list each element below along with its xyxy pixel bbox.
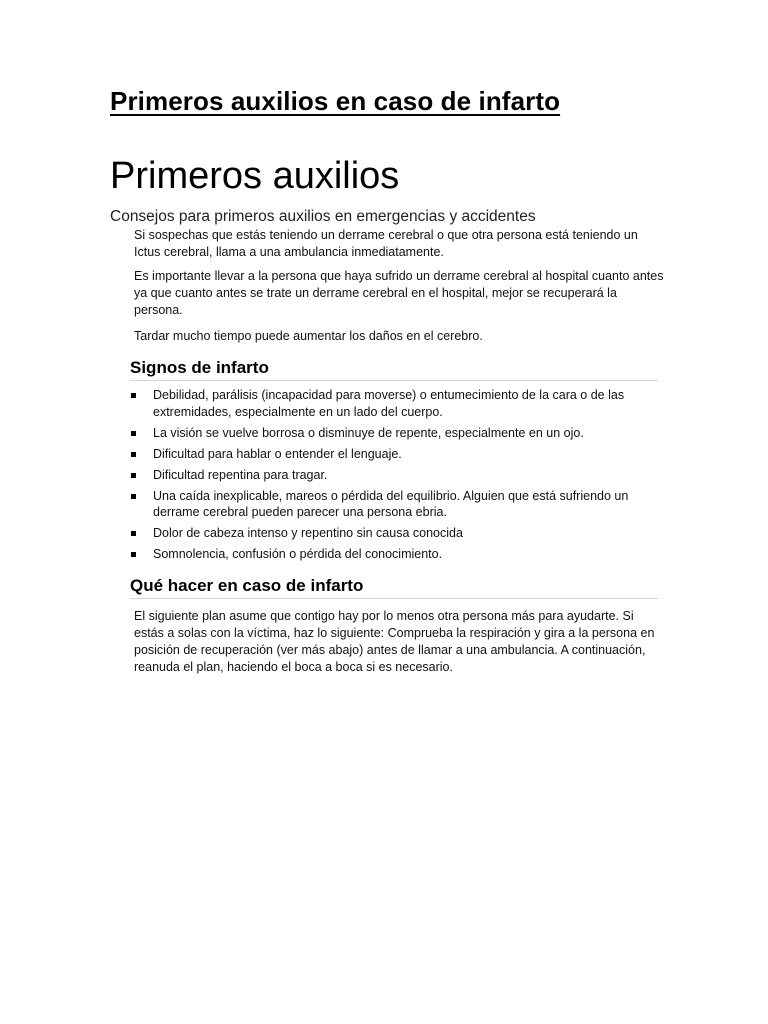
intro-paragraph [134, 227, 664, 261]
main-heading: Primeros auxilios [110, 155, 400, 197]
list-item [130, 525, 660, 542]
square-bullet-icon [131, 531, 136, 536]
document-title: Primeros auxilios en caso de infarto [110, 86, 561, 116]
what-to-do-paragraph [134, 608, 664, 676]
what-to-do-section-heading: Qué hacer en caso de infarto [130, 576, 658, 599]
list-item [130, 425, 660, 442]
list-item [130, 387, 660, 420]
intro-paragraph-text: Es importante llevar a la persona que haya sufrido un derrame cerebral al hospital cuanto antes ya que cuanto antes se trate un derrame cerebral en el hospital, mejor se recuperará la persona. [134, 269, 664, 317]
list-item-text: Dificultad repentina para tragar. [153, 467, 328, 482]
what-to-do-paragraph-text: El siguiente plan asume que contigo hay por lo menos otra persona más para ayudarte. Si estás a solas con la víctima, haz lo siguiente: Comprueba la respiración y gira a la persona en posición de recuperación (ver más abajo) antes de llamar a una ambulancia. A continuación, reanuda el plan, haciendo el boca a boca si es necesario. [134, 609, 655, 674]
signs-list [130, 387, 660, 567]
list-item-text: Dificultad para hablar o entender el lenguaje. [153, 446, 402, 461]
list-item-text: Dolor de cabeza intenso y repentino sin causa conocida [153, 526, 463, 540]
list-item-text: Una caída inexplicable, mareos o pérdida del equilibrio. Alguien que está sufriendo un derrame cerebral pueden parecer una persona ebria. [153, 488, 629, 519]
square-bullet-icon [131, 494, 136, 499]
square-bullet-icon [131, 393, 136, 398]
intro-paragraph-text: Si sospechas que estás teniendo un derrame cerebral o que otra persona está teniendo un Ictus cerebral, llama a una ambulancia inmediatamente. [134, 228, 638, 259]
subtitle: Consejos para primeros auxilios en emergencias y accidentes [110, 208, 536, 225]
square-bullet-icon [131, 431, 136, 436]
square-bullet-icon [131, 552, 136, 557]
list-item [130, 446, 660, 463]
list-item-text: Somnolencia, confusión o pérdida del conocimiento. [153, 547, 443, 561]
list-item-text: La visión se vuelve borrosa o disminuye de repente, especialmente en un ojo. [153, 425, 584, 440]
square-bullet-icon [131, 452, 136, 457]
list-item-text: Debilidad, parálisis (incapacidad para moverse) o entumecimiento de la cara o de las extremidades, especialmente en un lado del cuerpo. [153, 388, 625, 419]
list-item [130, 488, 660, 521]
intro-paragraph [134, 268, 664, 319]
signs-section-heading: Signos de infarto [130, 358, 658, 381]
list-item [130, 546, 660, 563]
square-bullet-icon [131, 473, 136, 478]
list-item [130, 467, 660, 484]
intro-paragraph-text: Tardar mucho tiempo puede aumentar los daños en el cerebro. [134, 329, 483, 343]
intro-paragraph [134, 328, 664, 345]
